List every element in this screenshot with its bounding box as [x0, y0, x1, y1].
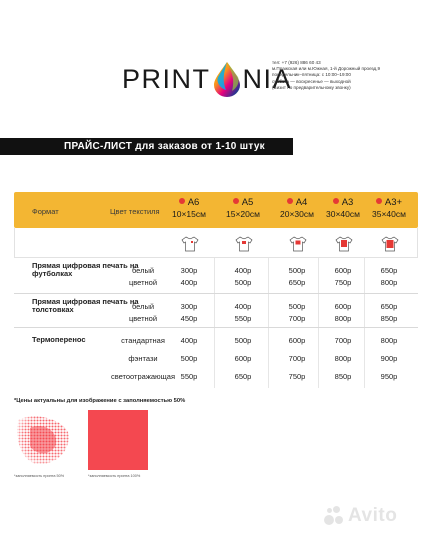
textile-color: цветной — [128, 314, 158, 323]
price-cell: 550р — [234, 314, 252, 323]
price-cell: 850р — [380, 314, 398, 323]
textile-color: фэнтази — [128, 354, 158, 363]
contact-weekend: суббота — воскресенье — выходной — [272, 78, 351, 84]
size-name: А5 — [241, 197, 254, 208]
size-dim: 30×40см — [326, 209, 360, 219]
table-row — [14, 354, 418, 366]
tshirt-a6-icon — [181, 236, 199, 252]
size-dim: 20×30см — [280, 209, 314, 219]
logo-text-right: NIA — [242, 63, 293, 94]
group-label: Термоперенос — [32, 335, 86, 344]
red-dot-icon — [287, 198, 293, 204]
size-name: А3+ — [384, 197, 403, 208]
price-cell: 400р — [234, 266, 252, 275]
size-dim: 15×20см — [226, 209, 260, 219]
table-row — [14, 302, 418, 314]
group-label: Прямая цифровая печать на толстовках — [32, 297, 139, 314]
size-dim: 10×15см — [172, 209, 206, 219]
table-row — [14, 314, 418, 326]
textile-color: цветной — [128, 278, 158, 287]
price-cell: 600р — [334, 266, 352, 275]
group-tshirt-dtg — [14, 258, 418, 294]
solid-100-swatch — [88, 410, 148, 470]
header-format: Формат — [32, 207, 59, 216]
price-cell: 500р — [234, 336, 252, 345]
fill-note: *Цены актуальны для изображение с заполняемостью 50% — [14, 398, 186, 404]
size-a4 — [274, 197, 320, 220]
table-header — [14, 192, 418, 228]
price-cell: 500р — [288, 266, 306, 275]
group-hoodie-dtg — [14, 294, 418, 328]
page-title: ПРАЙС-ЛИСТ для заказов от 1-10 штук — [63, 141, 265, 152]
price-cell: 700р — [288, 314, 306, 323]
tshirt-a4-icon — [289, 236, 307, 252]
price-cell: 900р — [380, 354, 398, 363]
textile-color: стандартная — [121, 336, 165, 345]
price-cell: 550р — [180, 372, 198, 381]
price-cell: 300р — [180, 266, 198, 275]
price-cell: 800р — [334, 314, 352, 323]
red-dot-icon — [376, 198, 382, 204]
red-dot-icon — [333, 198, 339, 204]
price-cell: 800р — [334, 354, 352, 363]
price-cell: 950р — [380, 372, 398, 381]
tshirt-a3-plus-icon — [381, 236, 399, 252]
halftone-50-swatch — [12, 410, 72, 470]
contact-address: м.Пражская или м.Южная, 1-й Дорожный проезд,9 — [272, 66, 381, 72]
contact-hours: понедельник–пятница: с 10:00–19:00 — [272, 72, 351, 78]
brand-logo — [122, 58, 292, 100]
color-drop-icon — [212, 60, 242, 98]
contact-info — [272, 60, 422, 91]
price-cell: 400р — [180, 278, 198, 287]
group-label: Прямая цифровая печать на футболках — [32, 261, 139, 278]
solid-caption: *заполняемость принта 100% — [88, 474, 141, 478]
price-cell: 650р — [234, 372, 252, 381]
price-cell: 650р — [288, 278, 306, 287]
contact-visit-note: (Визит по предварительному звонку) — [272, 84, 351, 90]
avito-watermark — [324, 505, 397, 527]
price-cell: 800р — [380, 336, 398, 345]
price-cell: 600р — [334, 302, 352, 311]
table-row — [14, 266, 418, 278]
size-name: А6 — [187, 197, 200, 208]
logo-text-left: PRINT — [122, 63, 211, 94]
tshirt-a5-icon — [235, 236, 253, 252]
header-textile-color: Цвет текстиля — [110, 207, 160, 216]
textile-color: белый — [131, 266, 155, 275]
size-dim: 35×40см — [372, 209, 406, 219]
price-table — [14, 192, 418, 388]
textile-color: светоотражающая — [110, 372, 176, 381]
table-row — [14, 336, 418, 348]
price-cell: 700р — [334, 336, 352, 345]
price-cell: 500р — [288, 302, 306, 311]
price-cell: 400р — [180, 336, 198, 345]
halftone-caption: *заполняемость принта 50% — [14, 474, 65, 478]
size-a3 — [320, 197, 366, 220]
size-a6 — [166, 197, 212, 220]
group-heat-transfer — [14, 328, 418, 388]
price-cell: 750р — [334, 278, 352, 287]
avito-dots-icon — [324, 506, 344, 526]
price-cell: 500р — [180, 354, 198, 363]
contact-phone: тел: +7 (926) 886 60 43 — [272, 60, 321, 65]
price-cell: 800р — [380, 278, 398, 287]
price-cell: 300р — [180, 302, 198, 311]
size-a5 — [220, 197, 266, 220]
table-row — [14, 372, 418, 384]
price-cell: 850р — [334, 372, 352, 381]
price-cell: 650р — [380, 302, 398, 311]
price-cell: 400р — [234, 302, 252, 311]
size-name: А4 — [295, 197, 308, 208]
textile-color: белый — [131, 302, 155, 311]
price-cell: 750р — [288, 372, 306, 381]
tshirt-a3-icon — [335, 236, 353, 252]
tshirt-illustrations-row — [14, 228, 418, 258]
price-cell: 600р — [288, 336, 306, 345]
red-dot-icon — [233, 198, 239, 204]
size-name: А3 — [341, 197, 354, 208]
size-a3-plus — [366, 197, 412, 220]
price-cell: 600р — [234, 354, 252, 363]
price-list-title-bar — [0, 138, 293, 155]
price-cell: 650р — [380, 266, 398, 275]
avito-wordmark: Avito — [348, 505, 398, 526]
red-dot-icon — [179, 198, 185, 204]
table-row — [14, 278, 418, 290]
price-cell: 500р — [234, 278, 252, 287]
price-cell: 450р — [180, 314, 198, 323]
price-cell: 700р — [288, 354, 306, 363]
